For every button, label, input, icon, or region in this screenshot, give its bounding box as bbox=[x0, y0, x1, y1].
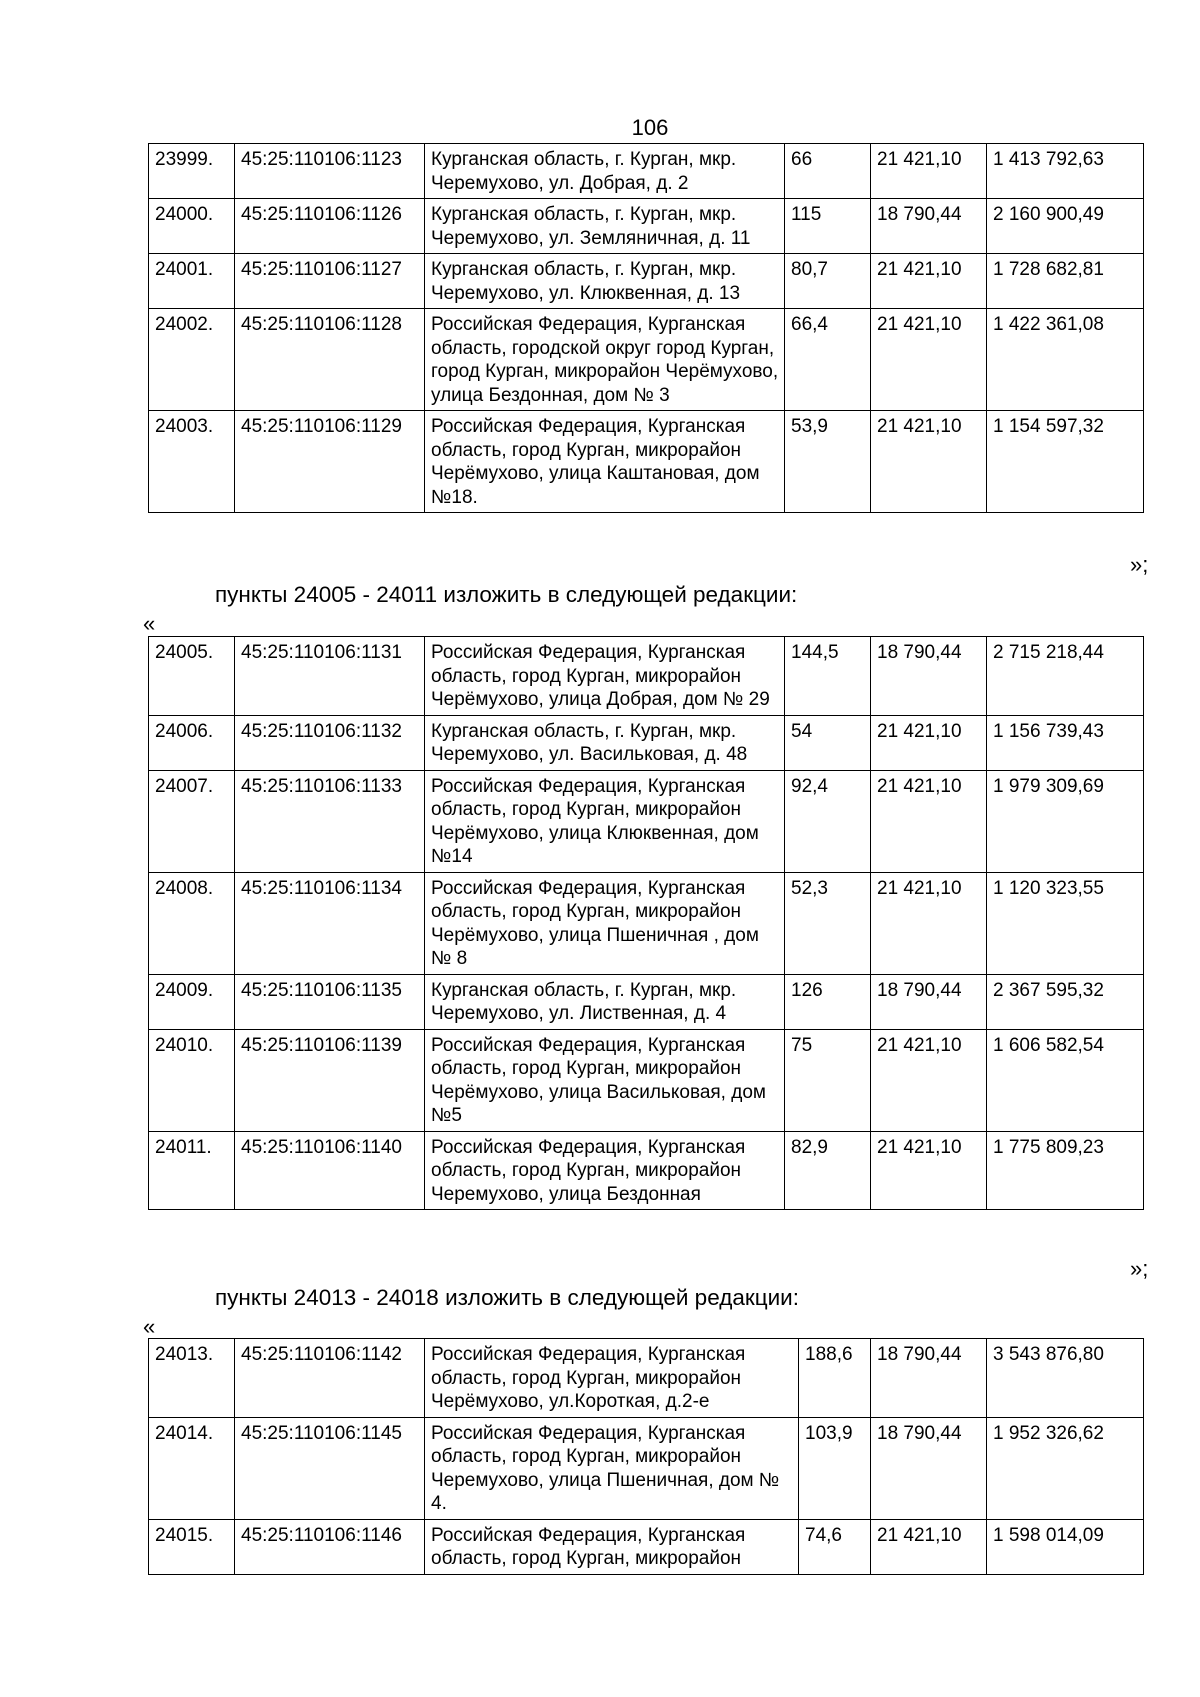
specific-value-cell: 21 421,10 bbox=[871, 715, 987, 770]
table-row bbox=[149, 199, 1144, 254]
table-row bbox=[149, 144, 1144, 199]
table-row bbox=[149, 1131, 1144, 1210]
closing-quote-1: »; bbox=[1130, 552, 1149, 577]
table-row bbox=[149, 872, 1144, 974]
cadastral-number-cell: 45:25:110106:1135 bbox=[235, 974, 425, 1029]
cadastral-number-cell: 45:25:110106:1126 bbox=[235, 199, 425, 254]
area-cell: 53,9 bbox=[785, 411, 871, 513]
specific-value-cell: 21 421,10 bbox=[871, 411, 987, 513]
area-cell: 66 bbox=[785, 144, 871, 199]
cadastral-number-cell: 45:25:110106:1127 bbox=[235, 254, 425, 309]
registry-table-2 bbox=[148, 636, 1144, 1210]
address-cell: Курганская область, г. Курган, мкр. Черемухово, ул. Васильковая, д. 48 bbox=[425, 715, 785, 770]
area-cell: 188,6 bbox=[799, 1339, 871, 1418]
section-caption-2: пункты 24005 - 24011 изложить в следующей редакции: bbox=[215, 582, 798, 607]
table-row bbox=[149, 254, 1144, 309]
cadastral-value-cell: 1 728 682,81 bbox=[987, 254, 1144, 309]
address-cell: Российская Федерация, Курганская область, город Курган, микрорайон Черемухово, улица Бездонная bbox=[425, 1131, 785, 1210]
item-number-cell: 24014. bbox=[149, 1417, 235, 1519]
cadastral-value-cell: 1 156 739,43 bbox=[987, 715, 1144, 770]
area-cell: 66,4 bbox=[785, 309, 871, 411]
cadastral-value-cell: 2 715 218,44 bbox=[987, 637, 1144, 716]
cadastral-value-cell: 1 413 792,63 bbox=[987, 144, 1144, 199]
cadastral-number-cell: 45:25:110106:1123 bbox=[235, 144, 425, 199]
cadastral-value-cell: 1 952 326,62 bbox=[987, 1417, 1144, 1519]
item-number-cell: 24010. bbox=[149, 1029, 235, 1131]
specific-value-cell: 18 790,44 bbox=[871, 199, 987, 254]
cadastral-number-cell: 45:25:110106:1139 bbox=[235, 1029, 425, 1131]
area-cell: 54 bbox=[785, 715, 871, 770]
table-row bbox=[149, 1029, 1144, 1131]
table-row bbox=[149, 770, 1144, 872]
item-number-cell: 24015. bbox=[149, 1519, 235, 1574]
cadastral-value-cell: 1 979 309,69 bbox=[987, 770, 1144, 872]
area-cell: 74,6 bbox=[799, 1519, 871, 1574]
opening-quote-2: « bbox=[143, 611, 156, 636]
table-row bbox=[149, 715, 1144, 770]
item-number-cell: 24008. bbox=[149, 872, 235, 974]
item-number-cell: 23999. bbox=[149, 144, 235, 199]
cadastral-value-cell: 3 543 876,80 bbox=[987, 1339, 1144, 1418]
registry-table-1 bbox=[148, 143, 1144, 513]
address-cell: Российская Федерация, Курганская область, город Курган, микрорайон Черемухово, улица Пшеничная, дом № 4. bbox=[425, 1417, 799, 1519]
item-number-cell: 24009. bbox=[149, 974, 235, 1029]
address-cell: Российская Федерация, Курганская область, городской округ город Курган, город Курган, микрорайон Черёмухово, улица Бездонная, дом № 3 bbox=[425, 309, 785, 411]
item-number-cell: 24013. bbox=[149, 1339, 235, 1418]
area-cell: 92,4 bbox=[785, 770, 871, 872]
area-cell: 52,3 bbox=[785, 872, 871, 974]
address-cell: Курганская область, г. Курган, мкр. Черемухово, ул. Земляничная, д. 11 bbox=[425, 199, 785, 254]
page-number: 106 bbox=[631, 115, 669, 140]
opening-quote-3: « bbox=[143, 1314, 156, 1339]
area-cell: 115 bbox=[785, 199, 871, 254]
item-number-cell: 24002. bbox=[149, 309, 235, 411]
cadastral-value-cell: 1 598 014,09 bbox=[987, 1519, 1144, 1574]
specific-value-cell: 18 790,44 bbox=[871, 637, 987, 716]
cadastral-number-cell: 45:25:110106:1128 bbox=[235, 309, 425, 411]
area-cell: 144,5 bbox=[785, 637, 871, 716]
item-number-cell: 24003. bbox=[149, 411, 235, 513]
section-caption-3: пункты 24013 - 24018 изложить в следующей редакции: bbox=[215, 1285, 799, 1310]
cadastral-number-cell: 45:25:110106:1134 bbox=[235, 872, 425, 974]
item-number-cell: 24011. bbox=[149, 1131, 235, 1210]
table-row bbox=[149, 637, 1144, 716]
specific-value-cell: 21 421,10 bbox=[871, 254, 987, 309]
area-cell: 82,9 bbox=[785, 1131, 871, 1210]
cadastral-number-cell: 45:25:110106:1140 bbox=[235, 1131, 425, 1210]
item-number-cell: 24006. bbox=[149, 715, 235, 770]
table-row bbox=[149, 309, 1144, 411]
cadastral-number-cell: 45:25:110106:1142 bbox=[235, 1339, 425, 1418]
address-cell: Российская Федерация, Курганская область, город Курган, микрорайон Черёмухово, улица Каштановая, дом №18. bbox=[425, 411, 785, 513]
cadastral-number-cell: 45:25:110106:1129 bbox=[235, 411, 425, 513]
address-cell: Российская Федерация, Курганская область, город Курган, микрорайон Черёмухово, улица Васильковая, дом №5 bbox=[425, 1029, 785, 1131]
item-number-cell: 24001. bbox=[149, 254, 235, 309]
cadastral-value-cell: 1 606 582,54 bbox=[987, 1029, 1144, 1131]
specific-value-cell: 21 421,10 bbox=[871, 1519, 987, 1574]
specific-value-cell: 21 421,10 bbox=[871, 144, 987, 199]
specific-value-cell: 18 790,44 bbox=[871, 974, 987, 1029]
specific-value-cell: 21 421,10 bbox=[871, 770, 987, 872]
address-cell: Курганская область, г. Курган, мкр. Черемухово, ул. Клюквенная, д. 13 bbox=[425, 254, 785, 309]
closing-quote-2: »; bbox=[1130, 1256, 1149, 1281]
cadastral-value-cell: 1 775 809,23 bbox=[987, 1131, 1144, 1210]
registry-table-3 bbox=[148, 1338, 1144, 1575]
item-number-cell: 24005. bbox=[149, 637, 235, 716]
cadastral-number-cell: 45:25:110106:1145 bbox=[235, 1417, 425, 1519]
address-cell: Российская Федерация, Курганская область, город Курган, микрорайон Черёмухово, улица Добрая, дом № 29 bbox=[425, 637, 785, 716]
item-number-cell: 24000. bbox=[149, 199, 235, 254]
specific-value-cell: 18 790,44 bbox=[871, 1417, 987, 1519]
specific-value-cell: 18 790,44 bbox=[871, 1339, 987, 1418]
area-cell: 126 bbox=[785, 974, 871, 1029]
area-cell: 75 bbox=[785, 1029, 871, 1131]
specific-value-cell: 21 421,10 bbox=[871, 1131, 987, 1210]
item-number-cell: 24007. bbox=[149, 770, 235, 872]
area-cell: 103,9 bbox=[799, 1417, 871, 1519]
cadastral-number-cell: 45:25:110106:1131 bbox=[235, 637, 425, 716]
address-cell: Российская Федерация, Курганская область, город Курган, микрорайон Черёмухово, улица Клюквенная, дом №14 bbox=[425, 770, 785, 872]
address-cell: Российская Федерация, Курганская область, город Курган, микрорайон bbox=[425, 1519, 799, 1574]
cadastral-value-cell: 1 120 323,55 bbox=[987, 872, 1144, 974]
cadastral-value-cell: 1 422 361,08 bbox=[987, 309, 1144, 411]
address-cell: Российская Федерация, Курганская область, город Курган, микрорайон Черёмухово, ул.Короткая, д.2-е bbox=[425, 1339, 799, 1418]
address-cell: Курганская область, г. Курган, мкр. Черемухово, ул. Лиственная, д. 4 bbox=[425, 974, 785, 1029]
address-cell: Курганская область, г. Курган, мкр. Черемухово, ул. Добрая, д. 2 bbox=[425, 144, 785, 199]
cadastral-number-cell: 45:25:110106:1146 bbox=[235, 1519, 425, 1574]
table-row bbox=[149, 1417, 1144, 1519]
address-cell: Российская Федерация, Курганская область, город Курган, микрорайон Черёмухово, улица Пшеничная , дом № 8 bbox=[425, 872, 785, 974]
table-row bbox=[149, 1339, 1144, 1418]
specific-value-cell: 21 421,10 bbox=[871, 1029, 987, 1131]
table-row bbox=[149, 411, 1144, 513]
cadastral-value-cell: 2 367 595,32 bbox=[987, 974, 1144, 1029]
specific-value-cell: 21 421,10 bbox=[871, 309, 987, 411]
table-row bbox=[149, 974, 1144, 1029]
cadastral-value-cell: 2 160 900,49 bbox=[987, 199, 1144, 254]
table-row bbox=[149, 1519, 1144, 1574]
area-cell: 80,7 bbox=[785, 254, 871, 309]
cadastral-number-cell: 45:25:110106:1133 bbox=[235, 770, 425, 872]
cadastral-value-cell: 1 154 597,32 bbox=[987, 411, 1144, 513]
cadastral-number-cell: 45:25:110106:1132 bbox=[235, 715, 425, 770]
specific-value-cell: 21 421,10 bbox=[871, 872, 987, 974]
